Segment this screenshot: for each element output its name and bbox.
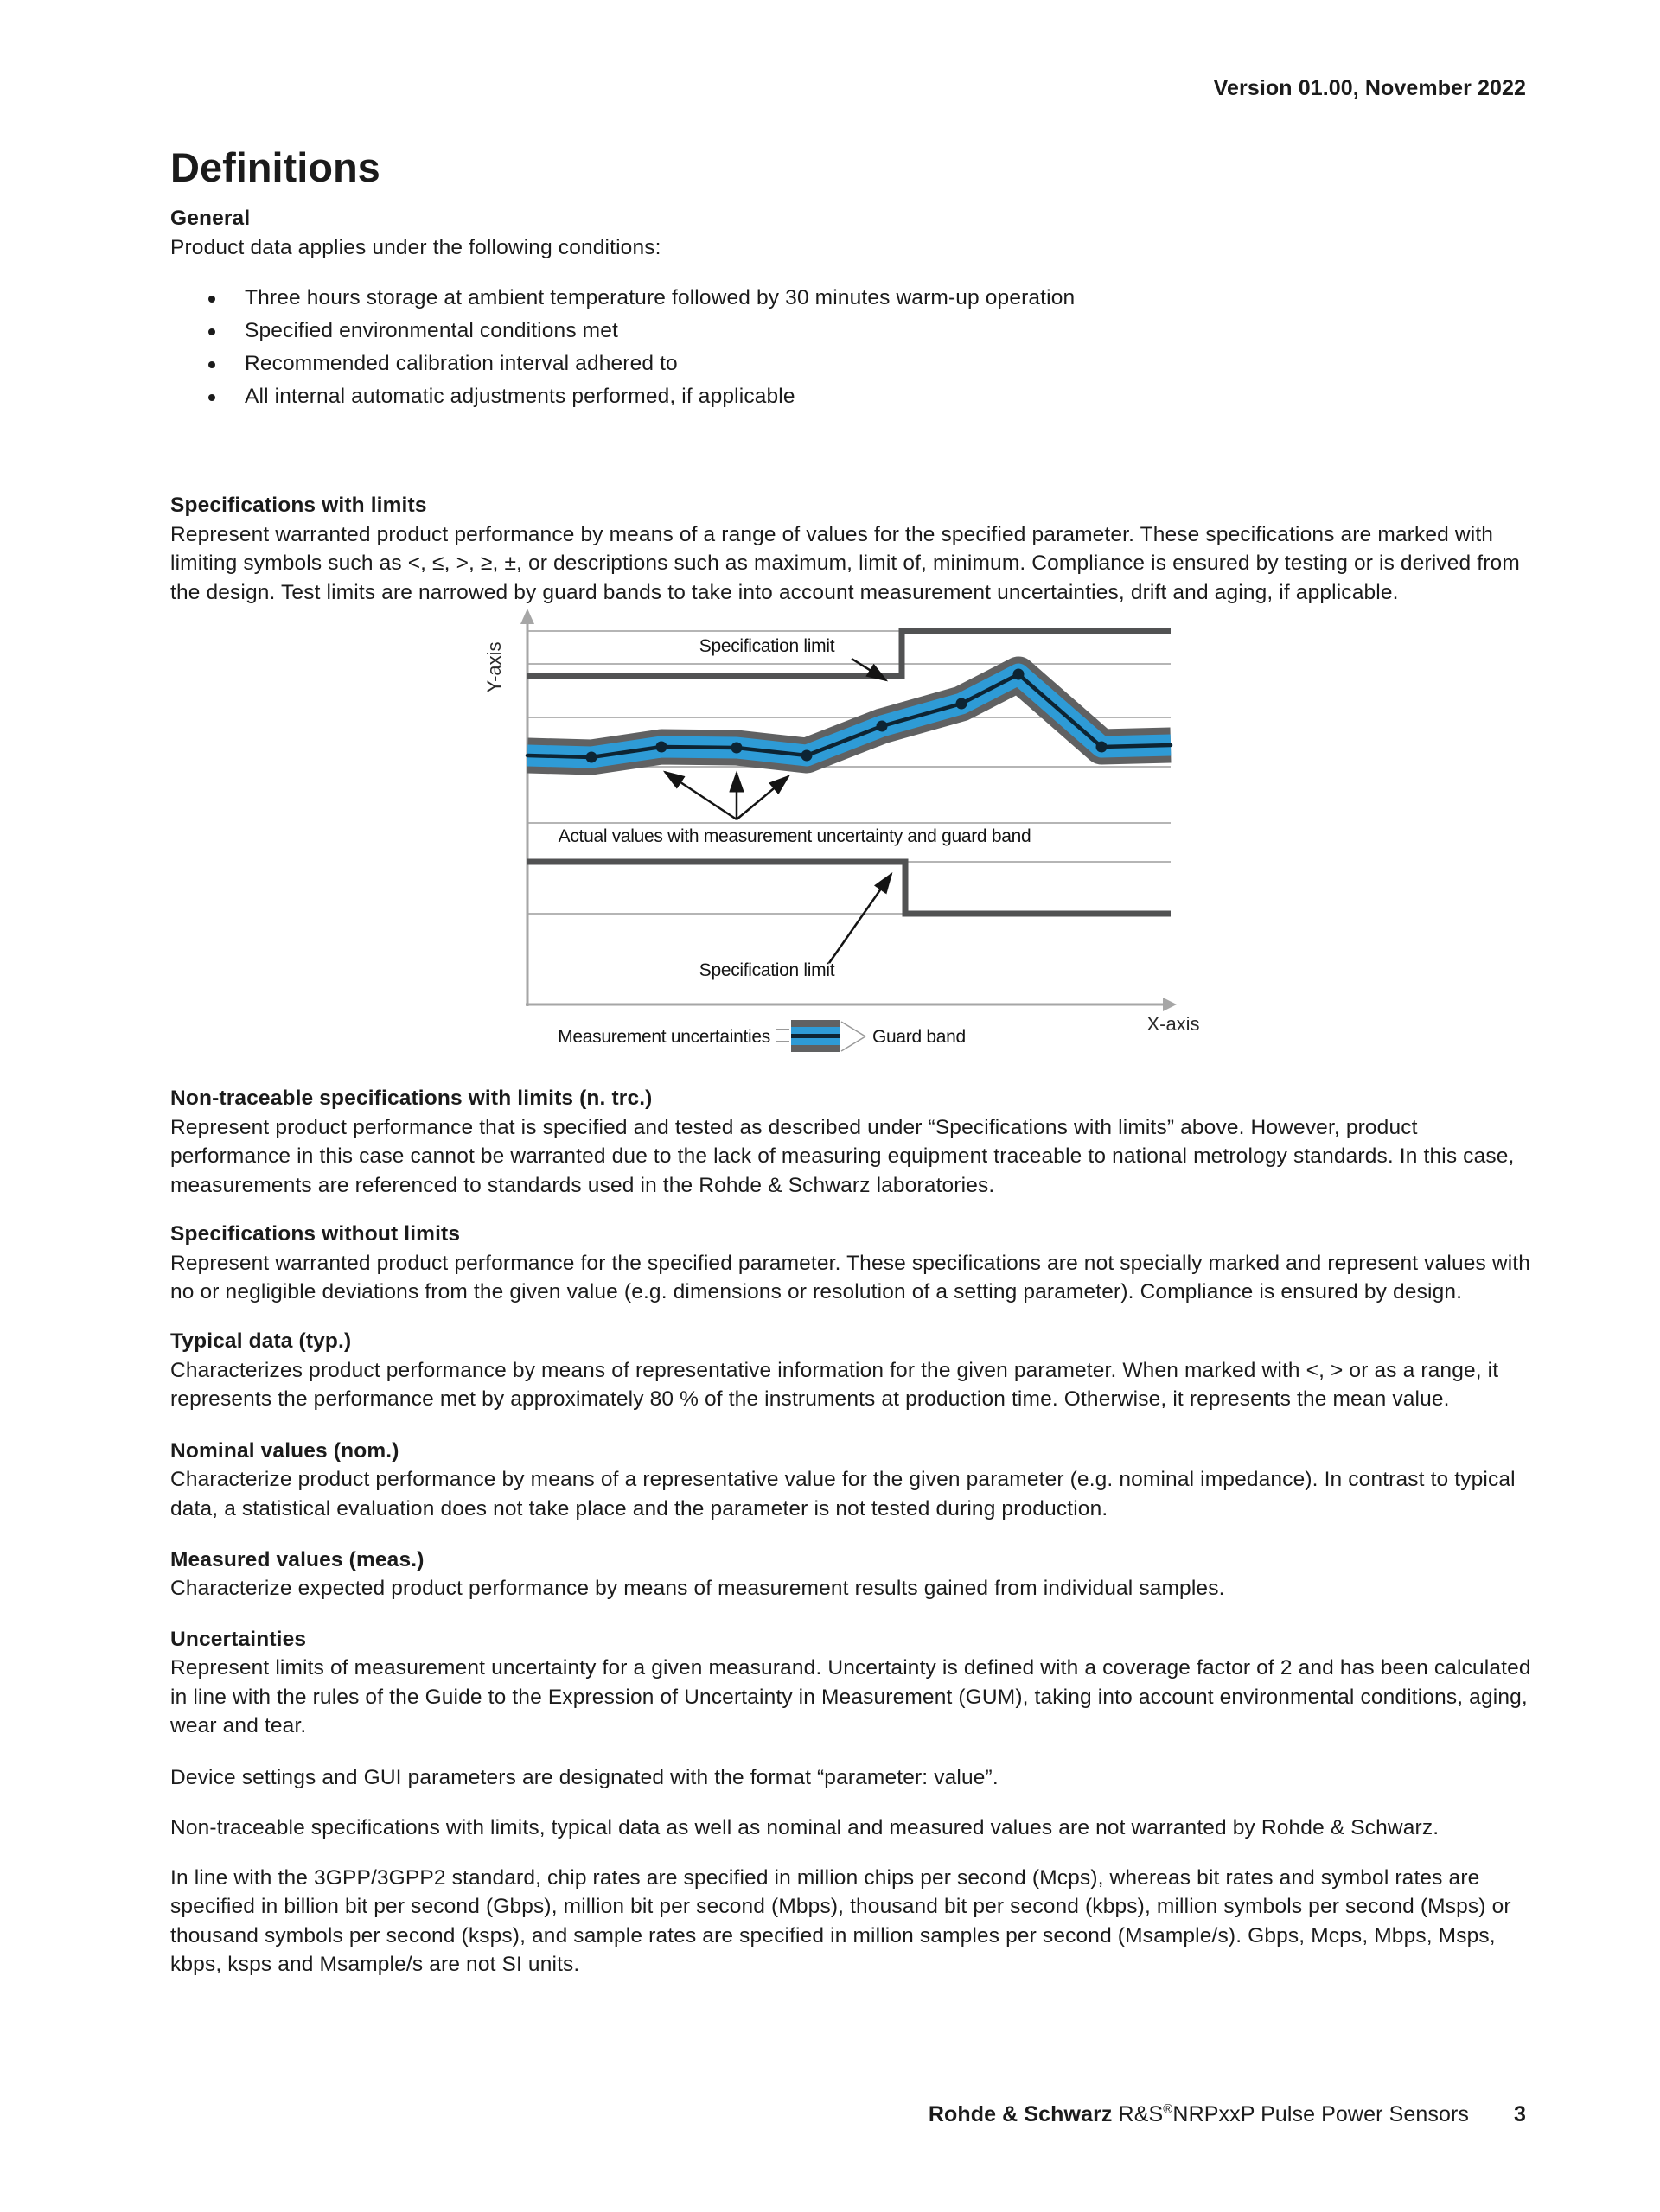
- section-heading-nominal-values: Nominal values (nom.): [170, 1438, 399, 1463]
- lower-spec-limit-label: Specification limit: [699, 960, 835, 980]
- paragraph-spec-without-limits: Represent warranted product performance for the specified parameter. These specifications are not specially marked and represent values with no or negligible deviations from the given value (e.g. dimensions or resolution of a setting parameter). Compliance is ensured by design.: [170, 1251, 1531, 1304]
- legend-band-swatch-icon: [791, 1020, 840, 1052]
- y-axis-label: Y-axis: [483, 641, 505, 693]
- paragraph-typical-data: Characterizes product performance by means of representative information for the given parameter. When marked with <, > or as a range, it represents the performance met by approximately 80 % of the instruments at production time. Otherwise, it represents the mean value.: [170, 1358, 1499, 1411]
- page-title: Definitions: [170, 144, 380, 190]
- paragraph-non-traceable: Represent product performance that is specified and tested as described under “Specifications with limits” above. However, product performance in this case cannot be warranted due to the lack of measuring equipment traceable to national metrology standards. In this case, measurements are referenced to standards used in the Rohde & Schwarz laboratories.: [170, 1115, 1515, 1197]
- legend-guard-band-label: Guard band: [872, 1027, 966, 1047]
- section-typical-data: [170, 1327, 1532, 1414]
- data-point-dot: [956, 698, 967, 710]
- data-point-dot: [801, 750, 813, 762]
- page-footer: [929, 2102, 1526, 2127]
- list-item: Specified environmental conditions met: [170, 315, 1532, 347]
- section-specifications-with-limits: [170, 491, 1532, 607]
- diagram-svg: [482, 607, 1216, 1069]
- specification-limit-diagram: [482, 607, 1216, 1074]
- section-measured-values: [170, 1546, 1532, 1603]
- lower-spec-arrow-icon: [829, 874, 891, 963]
- actual-values-arrow-icon: [665, 772, 737, 819]
- legend-connector-icon: [841, 1036, 865, 1051]
- section-uncertainties: [170, 1625, 1532, 1741]
- upper-specification-limit-line: [527, 631, 1171, 676]
- paragraph-not-warranted: Non-traceable specifications with limits, typical data as well as nominal and measured values are not warranted by Rohde & Schwarz.: [170, 1815, 1440, 1839]
- data-point-dot: [877, 721, 888, 732]
- section-heading-general: General: [170, 207, 251, 230]
- footer-company: Rohde & Schwarz: [928, 2102, 1113, 2126]
- content-column: [170, 144, 1532, 1979]
- paragraph-measured-values: Characterize expected product performance by means of measurement results gained from individual samples.: [170, 1577, 1225, 1600]
- version-header: Version 01.00, November 2022: [1213, 76, 1526, 100]
- section-spec-without-limits: [170, 1220, 1532, 1307]
- section-heading-spec-with-limits: Specifications with limits: [170, 494, 427, 517]
- conditions-list: [170, 282, 1532, 413]
- lower-specification-limit-line: [527, 862, 1171, 914]
- x-axis-arrow-icon: [1163, 998, 1177, 1011]
- legend-swatch-layer: [791, 1027, 840, 1034]
- x-axis-label: X-axis: [1146, 1013, 1200, 1035]
- paragraph-uncertainties: Represent limits of measurement uncertainty for a given measurand. Uncertainty is defined with a coverage factor of 2 and has been calculated in line with the rules of the Guide to the Expression of Uncertainty in Measurement (GUM), taking into account environmental conditions, aging, wear and tear.: [170, 1656, 1531, 1737]
- paragraph-spec-with-limits: Represent warranted product performance by means of a range of values for the specified parameter. These specifications are marked with limiting symbols such as <, ≤, >, ≥, ±, or descriptions such as maximum, limit of, minimum. Compliance is ensured by testing or is derived from the design. Test limits are narrowed by guard bands to take into account measurement uncertainties, drift and aging, if applicable.: [170, 522, 1520, 604]
- data-point-dot: [1013, 669, 1025, 680]
- data-point-dot: [586, 752, 597, 763]
- list-item: Recommended calibration interval adhered to: [170, 347, 1532, 380]
- legend-swatch-layer: [791, 1038, 840, 1045]
- page-number: 3: [1513, 2102, 1526, 2126]
- section-nominal-values: [170, 1437, 1532, 1524]
- section-general: [170, 204, 1532, 413]
- list-item: Three hours storage at ambient temperature followed by 30 minutes warm-up operation: [170, 282, 1532, 315]
- legend-swatch-layer: [791, 1020, 840, 1027]
- actual-values-arrow-icon: [737, 776, 788, 819]
- legend-uncertainty-label: Measurement uncertainties: [558, 1027, 770, 1047]
- section-heading-spec-without-limits: Specifications without limits: [170, 1222, 461, 1246]
- section-heading-measured-values: Measured values (meas.): [170, 1547, 425, 1571]
- section-heading-uncertainties: Uncertainties: [170, 1627, 307, 1651]
- footer-product-name: NRPxxP Pulse Power Sensors: [1172, 2102, 1469, 2126]
- y-axis-arrow-icon: [520, 609, 534, 624]
- legend-swatch-layer: [791, 1034, 840, 1038]
- section-heading-non-traceable: Non-traceable specifications with limits (n. trc.): [170, 1087, 653, 1110]
- footer-product-prefix: R&S: [1112, 2102, 1164, 2126]
- paragraph-general-intro: Product data applies under the following conditions:: [170, 235, 661, 259]
- registered-trademark-icon: ®: [1163, 2101, 1173, 2117]
- list-item: All internal automatic adjustments performed, if applicable: [170, 380, 1532, 413]
- upper-spec-limit-label: Specification limit: [699, 636, 835, 656]
- data-point-dot: [1096, 742, 1108, 753]
- paragraph-3gpp-units: In line with the 3GPP/3GPP2 standard, chip rates are specified in million chips per second (Mcps), whereas bit rates and symbol rates are specified in billion bit per second (Gbps), million bit per second (Mbps), thousand bit per second (kbps), million symbols per second (Msps) or thousand symbols per second (ksps), and sample rates are specified in million samples per second (Msample/s). Gbps, Mcps, Mbps, Msps, kbps, ksps and Msample/s are not SI units.: [170, 1865, 1511, 1976]
- legend-connector-icon: [841, 1022, 865, 1036]
- data-point-dot: [656, 742, 667, 753]
- paragraph-device-settings: Device settings and GUI parameters are designated with the format “parameter: value”.: [170, 1765, 999, 1789]
- data-point-dot: [731, 743, 743, 754]
- actual-values-label: Actual values with measurement uncertainty and guard band: [558, 826, 1031, 846]
- legend-swatch-layer: [791, 1045, 840, 1052]
- paragraph-nominal-values: Characterize product performance by means of a representative value for the given parameter (e.g. nominal impedance). In contrast to typical data, a statistical evaluation does not take place and the parameter is not tested during production.: [170, 1468, 1516, 1520]
- section-heading-typical-data: Typical data (typ.): [170, 1329, 352, 1353]
- section-non-traceable: [170, 1084, 1532, 1200]
